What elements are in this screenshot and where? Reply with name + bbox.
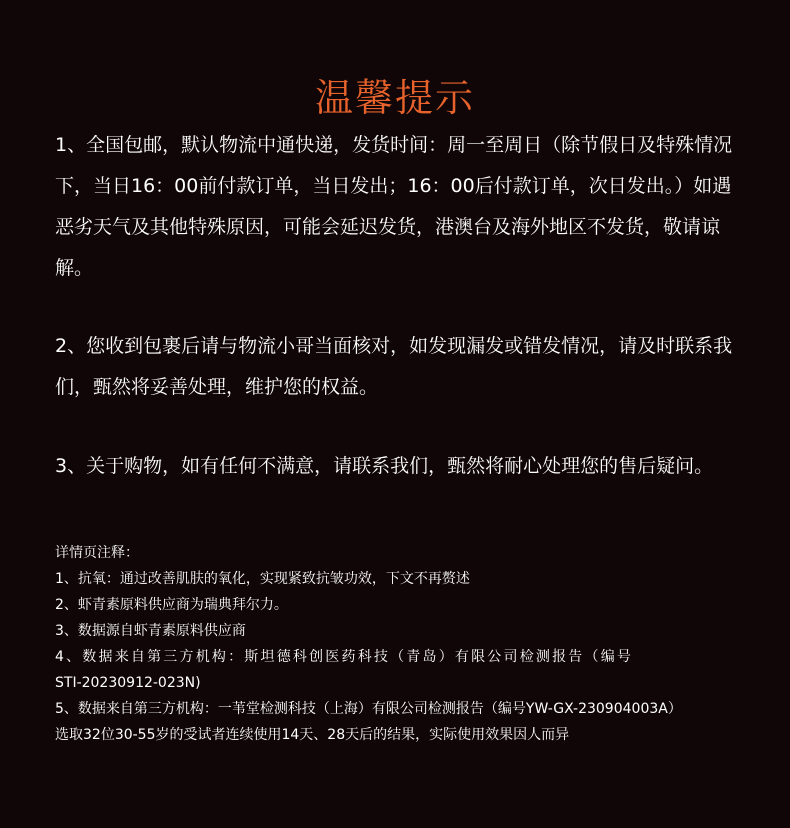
footnote-line: STI-20230912-023N) [55,675,201,691]
footnote-line: 2、虾青素原料供应商为瑞典拜尔力。 [55,597,288,613]
footnote-line: 1、抗氧：通过改善肌肤的氧化，实现紧致抗皱功效，下文不再赘述 [55,571,470,587]
footnotes [55,540,755,748]
notice-shipping: 1、全国包邮，默认物流中通快递，发货时间：周一至周日（除节假日及特殊情况下，当日16：00前付款订单，当日发出；16：00后付款订单，次日发出。）如遇恶劣天气及其他特殊原因，可能会延迟发货，港澳台及海外地区不发货，敬请谅解。 [55,134,733,279]
footnote-line: 4、数据来自第三方机构：斯坦德科创医药科技（青岛）有限公司检测报告（编号 [55,649,634,665]
footnote-line: 选取32位30-55岁的受试者连续使用14天、28天后的结果，实际使用效果因人而异 [55,727,570,743]
notice-after-sales: 3、关于购物，如有任何不满意，请联系我们，甄然将耐心处理您的售后疑问。 [55,455,714,477]
footnote-line: 5、数据来自第三方机构：一苇堂检测科技（上海）有限公司检测报告（编号YW-GX-230904003A） [55,701,682,717]
footnote-line: 3、数据源自虾青素原料供应商 [55,623,246,639]
notice-package-check: 2、您收到包裹后请与物流小哥当面核对，如发现漏发或错发情况，请及时联系我们，甄然将妥善处理，维护您的权益。 [55,335,733,398]
footnotes-heading: 详情页注释： [55,545,139,561]
page-title: 温馨提示 [314,76,475,120]
